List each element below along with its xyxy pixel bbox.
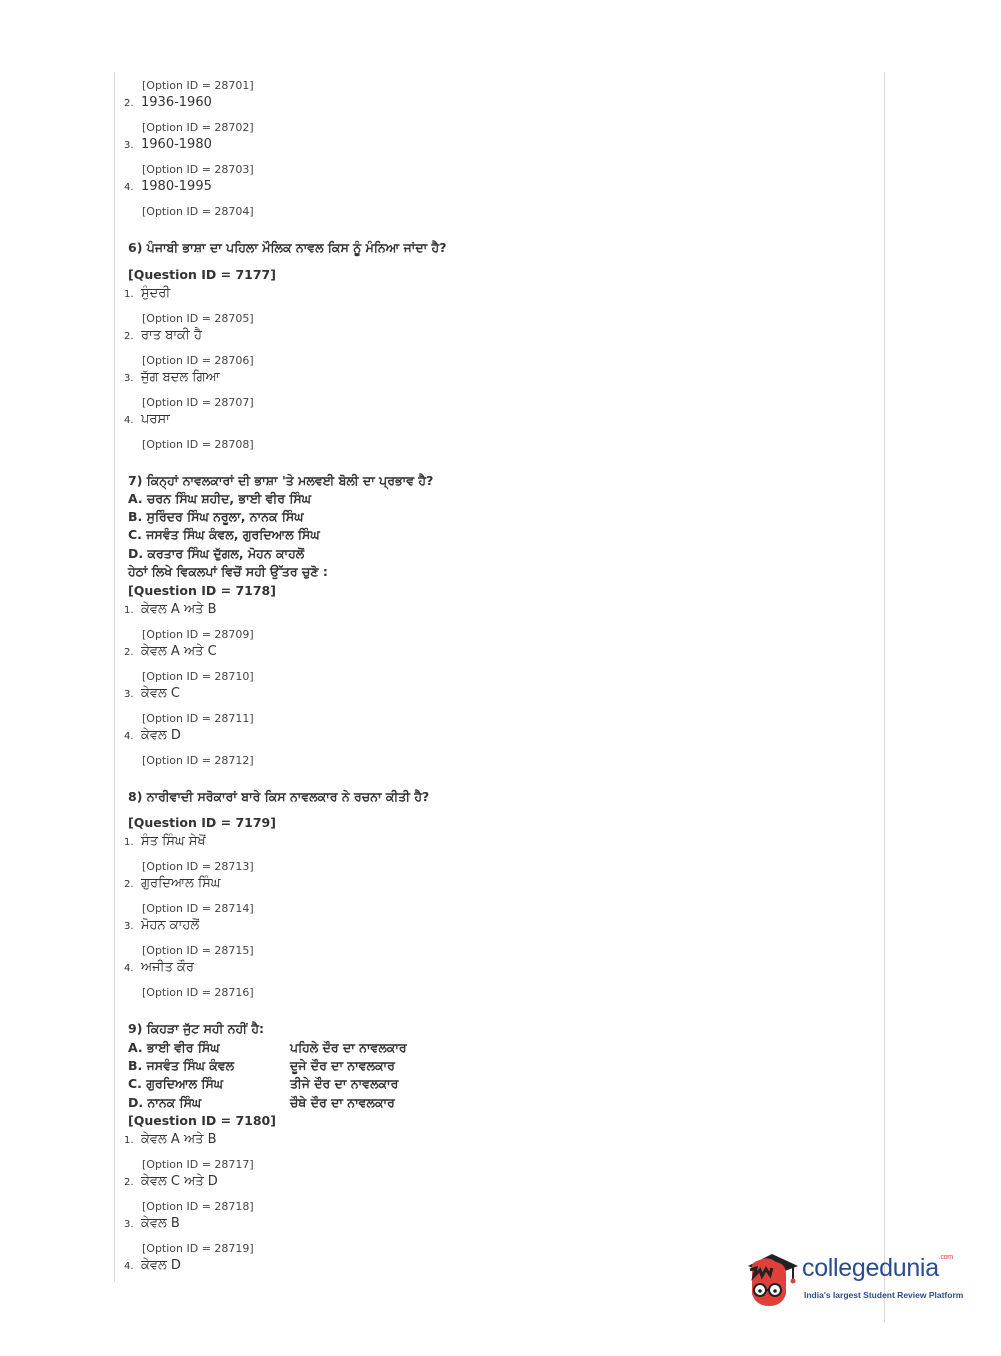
answer-option [124, 1174, 218, 1189]
option-text: ਕੇਵਲ A ਅਤੇ C [141, 644, 217, 659]
question-id: [Question ID = 7179] [128, 815, 276, 830]
answer-option [124, 286, 170, 301]
question-text: 8) ਨਾਰੀਵਾਦੀ ਸਰੋਕਾਰਾਂ ਬਾਰੇ ਕਿਸ ਨਾਵਲਕਾਰ ਨੇ ਰਚਨਾ ਕੀਤੀ ਹੈ? [128, 789, 430, 804]
question-text: 6) ਪੰਜਾਬੀ ਭਾਸ਼ਾ ਦਾ ਪਹਿਲਾ ਮੌਲਿਕ ਨਾਵਲ ਕਿਸ ਨੂੰ ਮੰਨਿਆ ਜਾਂਦਾ ਹੈ? [128, 240, 447, 255]
option-id: [Option ID = 28715] [142, 944, 254, 957]
answer-option [124, 918, 199, 933]
collegedunia-logo[interactable] [742, 1248, 972, 1314]
option-id: [Option ID = 28704] [142, 205, 254, 218]
right-rule [884, 72, 885, 1322]
statement-line: A. ਚਰਨ ਸਿੰਘ ਸ਼ਹੀਦ, ਭਾਈ ਵੀਰ ਸਿੰਘ [128, 491, 312, 506]
option-text: 1960-1980 [141, 137, 212, 152]
logo-tagline: India's largest Student Review Platform [804, 1290, 964, 1300]
answer-option [124, 370, 220, 385]
option-id: [Option ID = 28713] [142, 860, 254, 873]
option-text: ਕੇਵਲ A ਅਤੇ B [141, 602, 217, 617]
answer-option [124, 686, 180, 701]
statement-line: D. ਕਰਤਾਰ ਸਿੰਘ ਦੁੱਗਲ, ਮੋਹਨ ਕਾਹਲੋਂ [128, 546, 305, 561]
option-number: 4. [124, 1261, 134, 1272]
match-left: B. ਜਸਵੰਤ ਸਿੰਘ ਕੰਵਲ [128, 1058, 235, 1073]
answer-option [124, 328, 202, 343]
match-right: ਦੂਜੇ ਦੌਰ ਦਾ ਨਾਵਲਕਾਰ [290, 1058, 395, 1073]
question-text: 7) ਕਿਨ੍ਹਾਂ ਨਾਵਲਕਾਰਾਂ ਦੀ ਭਾਸ਼ਾ 'ਤੇ ਮਲਵਈ ਬੋਲੀ ਦਾ ਪ੍ਰਭਾਵ ਹੈ? [128, 473, 434, 488]
option-number: 3. [124, 373, 134, 384]
option-text: ਅਜੀਤ ਕੌਰ [141, 960, 194, 975]
option-number: 4. [124, 731, 134, 742]
match-right: ਤੀਜੇ ਦੌਰ ਦਾ ਨਾਵਲਕਾਰ [290, 1076, 399, 1091]
option-number: 2. [124, 647, 134, 658]
option-text: ਜੁੱਗ ਬਦਲ ਗਿਆ [141, 370, 220, 385]
answer-option [124, 960, 194, 975]
option-id: [Option ID = 28709] [142, 628, 254, 641]
option-number: 4. [124, 415, 134, 426]
option-id: [Option ID = 28710] [142, 670, 254, 683]
answer-option [124, 137, 212, 152]
option-number: 4. [124, 182, 134, 193]
option-text: ਕੇਵਲ A ਅਤੇ B [141, 1132, 217, 1147]
option-id: [Option ID = 28705] [142, 312, 254, 325]
answer-option [124, 728, 181, 743]
option-number: 3. [124, 921, 134, 932]
option-number: 1. [124, 837, 134, 848]
option-number: 4. [124, 963, 134, 974]
option-text: ਮੋਹਨ ਕਾਹਲੋਂ [141, 918, 200, 933]
option-id: [Option ID = 28706] [142, 354, 254, 367]
question-id: [Question ID = 7177] [128, 267, 276, 282]
statement-line: B. ਸੁਰਿੰਦਰ ਸਿੰਘ ਨਰੂਲਾ, ਨਾਨਕ ਸਿੰਘ [128, 509, 304, 524]
match-left: A. ਭਾਈ ਵੀਰ ਸਿੰਘ [128, 1040, 220, 1055]
logo-wordmark: collegedunia$^{.com}$ [802, 1254, 953, 1282]
left-rule [114, 72, 115, 1282]
option-text: ਸੁੰਦਰੀ [141, 286, 171, 301]
answer-option [124, 1258, 181, 1273]
question-text: 9) ਕਿਹੜਾ ਜੁੱਟ ਸਹੀ ਨਹੀਂ ਹੈ: [128, 1021, 264, 1036]
statement-line: C. ਜਸਵੰਤ ਸਿੰਘ ਕੰਵਲ, ਗੁਰਦਿਆਲ ਸਿੰਘ [128, 527, 320, 542]
statement-line: ਹੇਠਾਂ ਲਿਖੇ ਵਿਕਲਪਾਂ ਵਿਚੋਂ ਸਹੀ ਉੱਤਰ ਚੁਣੋ : [128, 564, 328, 579]
match-right: ਪਹਿਲੇ ਦੌਰ ਦਾ ਨਾਵਲਕਾਰ [290, 1040, 407, 1055]
option-number: 3. [124, 689, 134, 700]
option-text: ਰਾਤ ਬਾਕੀ ਹੈ [141, 328, 202, 343]
answer-option [124, 644, 217, 659]
option-id: [Option ID = 28718] [142, 1200, 254, 1213]
match-left: C. ਗੁਰਦਿਆਲ ਸਿੰਘ [128, 1076, 224, 1091]
option-number: 2. [124, 98, 134, 109]
match-right: ਚੌਥੇ ਦੌਰ ਦਾ ਨਾਵਲਕਾਰ [290, 1095, 395, 1110]
option-number: 2. [124, 1177, 134, 1188]
option-id: [Option ID = 28708] [142, 438, 254, 451]
option-text: ਗੁਰਦਿਆਲ ਸਿੰਘ [141, 876, 221, 891]
option-id: [Option ID = 28714] [142, 902, 254, 915]
answer-option [124, 834, 206, 849]
option-text: ਸੰਤ ਸਿੰਘ ਸੇਖੋਂ [141, 834, 206, 849]
option-text: 1936-1960 [141, 95, 212, 110]
option-text: ਕੇਵਲ D [141, 1258, 181, 1273]
option-number: 1. [124, 605, 134, 616]
option-number: 3. [124, 140, 134, 151]
option-id: [Option ID = 28719] [142, 1242, 254, 1255]
option-number: 2. [124, 879, 134, 890]
option-id: [Option ID = 28703] [142, 163, 254, 176]
option-id: [Option ID = 28702] [142, 121, 254, 134]
match-left: D. ਨਾਨਕ ਸਿੰਘ [128, 1095, 202, 1110]
question-id: [Question ID = 7178] [128, 583, 276, 598]
option-id: [Option ID = 28712] [142, 754, 254, 767]
option-text: 1980-1995 [141, 179, 212, 194]
option-text: ਪਰਸਾ [141, 412, 170, 427]
answer-option [124, 1216, 180, 1231]
answer-option [124, 95, 212, 110]
option-number: 1. [124, 1135, 134, 1146]
option-text: ਕੇਵਲ B [141, 1216, 180, 1231]
answer-option [124, 412, 170, 427]
option-number: 3. [124, 1219, 134, 1230]
option-id: [Option ID = 28707] [142, 396, 254, 409]
option-text: ਕੇਵਲ C [141, 686, 181, 701]
option-number: 2. [124, 331, 134, 342]
option-text: ਕੇਵਲ D [141, 728, 181, 743]
answer-option [124, 602, 217, 617]
option-text: ਕੇਵਲ C ਅਤੇ D [141, 1174, 218, 1189]
option-id: [Option ID = 28701] [142, 79, 254, 92]
answer-option [124, 1132, 217, 1147]
question-id: [Question ID = 7180] [128, 1113, 276, 1128]
answer-option [124, 179, 212, 194]
student-mascot-icon [742, 1248, 802, 1314]
option-id: [Option ID = 28716] [142, 986, 254, 999]
answer-option [124, 876, 220, 891]
option-number: 1. [124, 289, 134, 300]
option-id: [Option ID = 28717] [142, 1158, 254, 1171]
option-id: [Option ID = 28711] [142, 712, 254, 725]
